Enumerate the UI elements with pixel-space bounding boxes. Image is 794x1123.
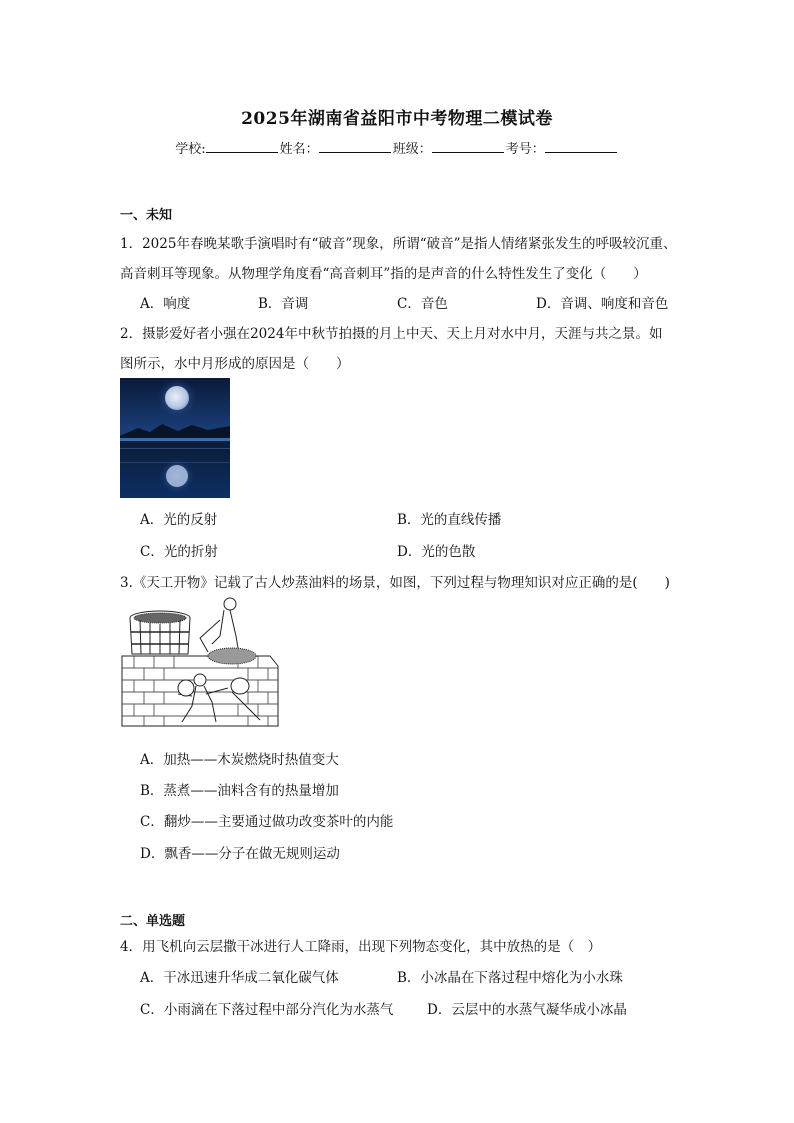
- question-3-option-a: A．加热——木炭燃烧时热值变大: [140, 752, 339, 768]
- question-4-line-1: 4．用飞机向云层撒干冰进行人工降雨，出现下列物态变化，其中放热的是（ ）: [120, 939, 602, 955]
- question-1-option-a: A．响度: [140, 296, 191, 312]
- question-1-option-d: D．音调、响度和音色: [536, 296, 669, 312]
- question-4-option-a: A．干冰迅速升华成二氧化碳气体: [140, 970, 339, 986]
- question-1-line-1: 1．2025年春晚某歌手演唱时有“破音”现象，所谓“破音”是指人情绪紧张发生的呼吸较沉重、: [120, 236, 677, 252]
- section-heading-unknown: 一、未知: [120, 208, 173, 223]
- name-label: 姓名：: [279, 142, 319, 157]
- question-2-line-2: 图所示，水中月形成的原因是（ ）: [120, 356, 350, 372]
- question-4-option-c: C．小雨滴在下落过程中部分汽化为水蒸气: [140, 1002, 394, 1018]
- question-1-line-2: 高音刺耳等现象。从物理学角度看“高音刺耳”指的是声音的什么特性发生了变化（ ）: [120, 266, 647, 282]
- moon-reflection-photo: [120, 378, 230, 498]
- exam-number-blank[interactable]: [545, 140, 617, 153]
- question-1-option-b: B．音调: [258, 296, 309, 312]
- question-1-option-c: C．音色: [397, 296, 448, 312]
- exam-title: 2025年湖南省益阳市中考物理二模试卷: [241, 109, 553, 129]
- question-3-option-c: C．翻炒——主要通过做功改变茶叶的内能: [140, 814, 394, 830]
- school-blank[interactable]: [206, 140, 278, 153]
- exam-number-label: 考号：: [505, 142, 545, 157]
- school-label: 学校:: [175, 142, 206, 157]
- question-3-option-d: D．飘香——分子在做无规则运动: [140, 846, 340, 862]
- question-3-line-1: 3.《天工开物》记载了古人炒蒸油料的场景，如图，下列过程与物理知识对应正确的是( ): [120, 575, 670, 591]
- question-3-option-b: B．蒸煮——油料含有的热量增加: [140, 783, 339, 799]
- question-2-option-d: D．光的色散: [397, 544, 476, 560]
- question-2-option-b: B．光的直线传播: [397, 512, 502, 528]
- ancient-frying-illustration: [120, 596, 280, 736]
- question-4-option-d: D．云层中的水蒸气凝华成小冰晶: [427, 1002, 627, 1018]
- question-4-option-b: B．小冰晶在下落过程中熔化为小水珠: [397, 970, 623, 986]
- question-2-line-1: 2．摄影爱好者小强在2024年中秋节拍摄的月上中天、天上月对水中月，天涯与共之景。如: [120, 326, 663, 342]
- question-2-option-c: C．光的折射: [140, 544, 218, 560]
- question-2-option-a: A．光的反射: [140, 512, 218, 528]
- class-blank[interactable]: [432, 140, 504, 153]
- section-heading-single-choice: 二、单选题: [120, 914, 186, 929]
- name-blank[interactable]: [319, 140, 391, 153]
- student-info-line: [0, 138, 794, 157]
- class-label: 班级：: [392, 142, 432, 157]
